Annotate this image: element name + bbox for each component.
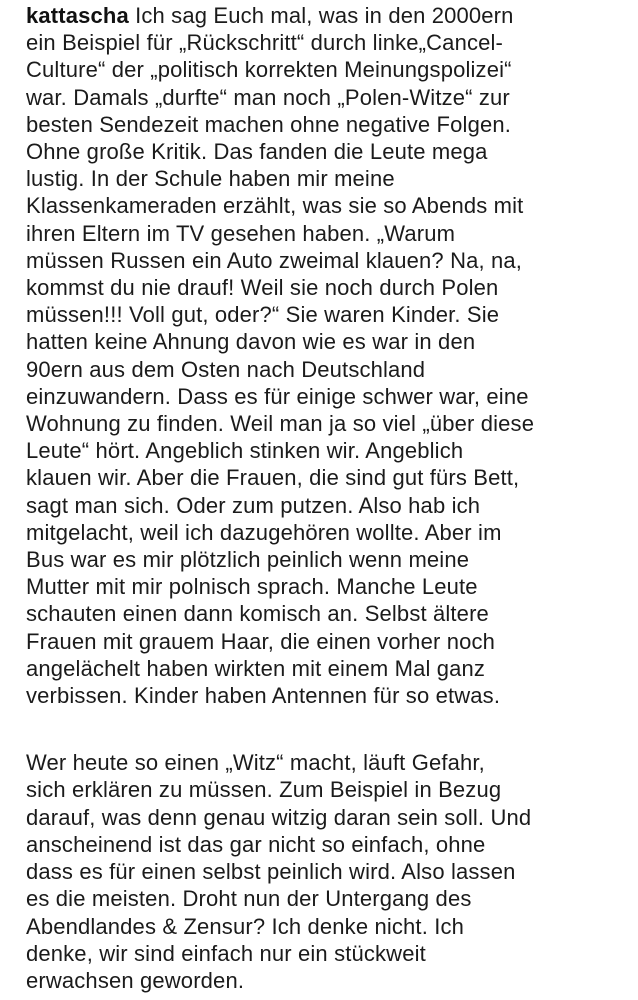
caption-line: Leute“ hört. Angeblich stinken wir. Angeblich <box>26 438 464 464</box>
caption-line: es die meisten. Droht nun der Untergang des <box>26 886 472 912</box>
caption-line: hatten keine Ahnung davon wie es war in den <box>26 329 476 355</box>
caption-line: klauen wir. Aber die Frauen, die sind gut fürs Bett, <box>26 465 520 491</box>
caption-line: Abendlandes & Zensur? Ich denke nicht. Ich <box>26 913 465 939</box>
caption-line: einzuwandern. Dass es für einige schwer war, eine <box>26 383 529 409</box>
caption-line: 90ern aus dem Osten nach Deutschland <box>26 356 426 382</box>
caption-line: Bus war es mir plötzlich peinlich wenn meine <box>26 547 470 573</box>
caption-line: erwachsen geworden. <box>26 967 245 993</box>
caption-paragraph-1 <box>26 2 626 709</box>
post-caption <box>26 2 626 994</box>
caption-line: darauf, was denn genau witzig daran sein soll. Und <box>26 804 532 830</box>
caption-line: müssen Russen ein Auto zweimal klauen? Na, na, <box>26 247 523 273</box>
caption-line: sagt man sich. Oder zum putzen. Also hab ich <box>26 492 481 518</box>
caption-line: sich erklären zu müssen. Zum Beispiel in Bezug <box>26 777 502 803</box>
caption-line: denke, wir sind einfach nur ein stückweit <box>26 940 426 966</box>
paragraph-spacer <box>26 709 626 749</box>
caption-line: ein Beispiel für „Rückschritt“ durch linke„Cancel- <box>26 30 503 56</box>
caption-line <box>26 2 626 29</box>
caption-line: verbissen. Kinder haben Antennen für so etwas. <box>26 683 501 709</box>
caption-line: kommst du nie drauf! Weil sie noch durch Polen <box>26 275 499 301</box>
caption-line: Mutter mit mir polnisch sprach. Manche Leute <box>26 574 478 600</box>
caption-line: besten Sendezeit machen ohne negative Folgen. <box>26 111 511 137</box>
caption-line: Klassenkameraden erzählt, was sie so Abends mit <box>26 193 524 219</box>
caption-paragraph-2 <box>26 749 626 994</box>
caption-line: Wohnung zu finden. Weil man ja so viel „über diese <box>26 411 535 437</box>
caption-line: Ohne große Kritik. Das fanden die Leute mega <box>26 139 488 165</box>
caption-line: schauten einen dann komisch an. Selbst ältere <box>26 601 489 627</box>
caption-line: Culture“ der „politisch korrekten Meinungspolizei“ <box>26 57 512 83</box>
caption-line: müssen!!! Voll gut, oder?“ Sie waren Kinder. Sie <box>26 302 500 328</box>
caption-line: angelächelt haben wirkten mit einem Mal ganz <box>26 655 486 681</box>
caption-line: dass es für einen selbst peinlich wird. Also lassen <box>26 859 516 885</box>
caption-line: Frauen mit grauem Haar, die einen vorher noch <box>26 628 495 654</box>
caption-line: war. Damals „durfte“ man noch „Polen-Witze“ zur <box>26 84 510 110</box>
username-link[interactable]: kattascha <box>26 3 129 28</box>
caption-line: ihren Eltern im TV gesehen haben. „Warum <box>26 220 456 246</box>
caption-line: Wer heute so einen „Witz“ macht, läuft Gefahr, <box>26 750 485 776</box>
caption-text: Ich sag Euch mal, was in den 2000ern <box>128 3 514 28</box>
caption-line: mitgelacht, weil ich dazugehören wollte. Aber im <box>26 519 502 545</box>
caption-line: lustig. In der Schule haben mir meine <box>26 166 395 192</box>
caption-line: anscheinend ist das gar nicht so einfach, ohne <box>26 831 486 857</box>
